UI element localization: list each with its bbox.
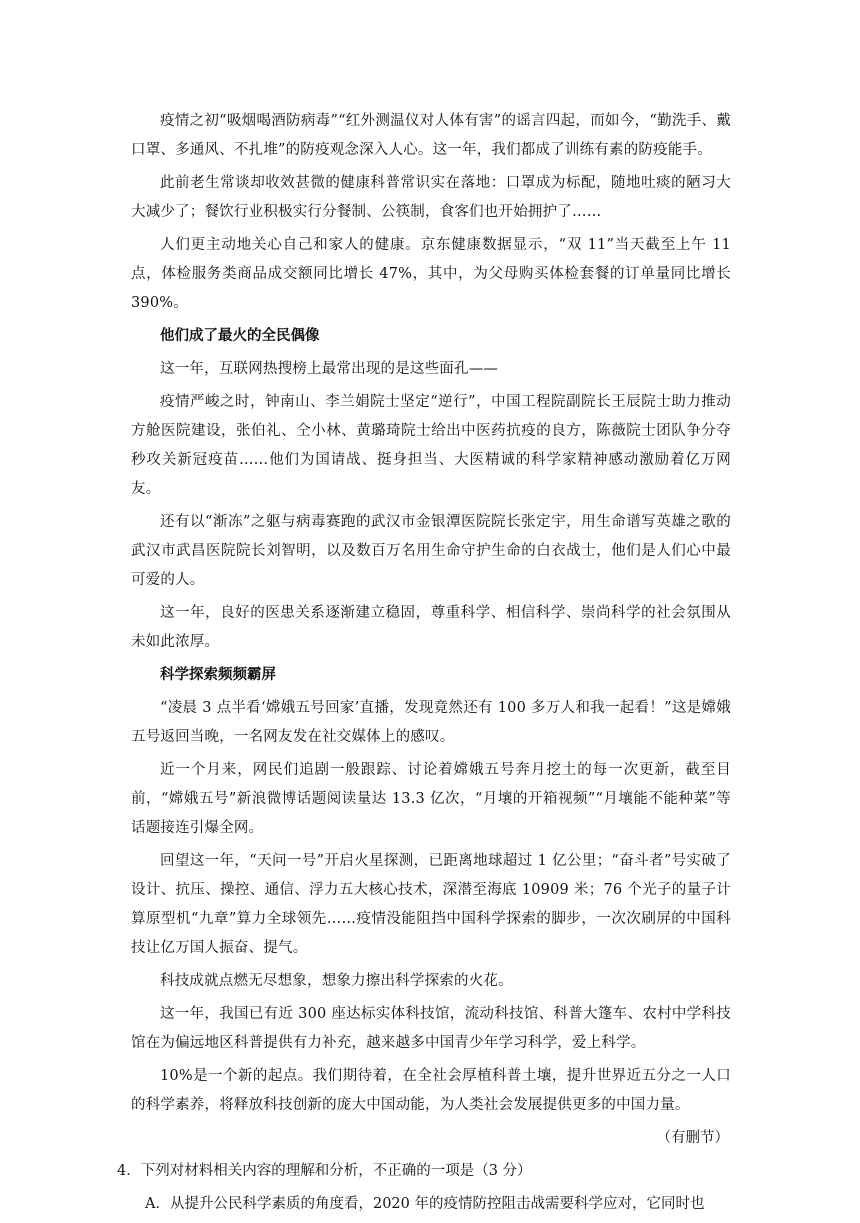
section-heading-idols: 他们成了最火的全民偶像 xyxy=(160,328,320,344)
question-stem: 4．下列对材料相关内容的理解和分析，不正确的一项是（3 分） xyxy=(117,1163,532,1179)
source-note: （有删节） xyxy=(656,1130,729,1146)
question-option-a: A．从提升公民科学素质的角度看，2020 年的疫情防控阻击战需要科学应对，它同时也 xyxy=(145,1196,705,1212)
paragraph-year-review: 回望这一年，“天问一号”开启火星探测，已距离地球超过 1 亿公里；“奋斗者”号实破了设计、抗压、操控、通信、浮力五大核心技术，深潜至海底 10909 米；76 个光子的量子计算原型机“九章”算力全球领先……疫情没能阻挡中国科学探索的脚步，一次次刷屏的中国科技让亿万国人振奋、提气。 xyxy=(131,853,731,956)
paragraph-new-starting-point: 10%是一个新的起点。我们期待着，在全社会厚植科普土壤，提升世界近五分之一人口的科学素养，将释放科技创新的庞大中国动能，为人类社会发展提供更多的中国力量。 xyxy=(131,1068,731,1113)
paragraph-health-data: 人们更主动地关心自己和家人的健康。京东健康数据显示，“双 11”当天截至上午 11 点，体检服务类商品成交额同比增长 47%，其中，为父母购买体检套餐的订单量同比增长 390%。 xyxy=(131,237,731,311)
paragraph-rumors: 疫情之初“吸烟喝酒防病毒”“红外测温仪对人体有害”的谣言四起，而如今，“勤洗手、戴口罩、多通风、不扎堆”的防疫观念深入人心。这一年，我们都成了训练有素的防疫能手。 xyxy=(131,113,731,158)
paragraph-academicians: 疫情严峻之时，钟南山、李兰娟院士坚定“逆行”，中国工程院副院长王辰院士助力推动方舱医院建设，张伯礼、仝小林、黄璐琦院士给出中医药抗疫的良方，陈薇院士团队争分夺秒攻关新冠疫苗……他们为国请战、挺身担当、大医精诚的科学家精神感动激励着亿万网友。 xyxy=(131,394,731,497)
paragraph-health-common-sense: 此前老生常谈却收效甚微的健康科普常识实在落地：口罩成为标配，随地吐痰的陋习大大减少了；餐饮行业积极实行分餐制、公筷制，食客们也开始拥护了…… xyxy=(131,175,731,220)
paragraph-imagination: 科技成就点燃无尽想象，想象力擦出科学探索的火花。 xyxy=(160,973,513,989)
paragraph-change5-livestream: “凌晨 3 点半看‘嫦娥五号回家’直播，发现竟然还有 100 多万人和我一起看！”这是嫦娥五号返回当晚，一名网友发在社交媒体上的感叹。 xyxy=(131,700,731,745)
paragraph-science-museums: 这一年，我国已有近 300 座达标实体科技馆，流动科技馆、科普大篷车、农村中学科技馆在为偏远地区科普提供有力补充，越来越多中国青少年学习科学，爱上科学。 xyxy=(131,1006,731,1051)
document-page xyxy=(117,107,731,1223)
paragraph-hot-search: 这一年，互联网热搜榜上最常出现的是这些面孔—— xyxy=(160,361,499,377)
section-heading-science: 科学探索频频霸屏 xyxy=(160,667,276,683)
paragraph-medical-heroes: 还有以“渐冻”之躯与病毒赛跑的武汉市金银潭医院院长张定宇，用生命谱写英雄之歌的武汉市武昌医院院长刘智明，以及数百万名用生命守护生命的白衣战士，他们是人们心中最可爱的人。 xyxy=(131,514,731,588)
paragraph-doctor-patient: 这一年，良好的医患关系逐渐建立稳固，尊重科学、相信科学、崇尚科学的社会氛围从未如此浓厚。 xyxy=(131,605,731,650)
paragraph-weibo-topics: 近一个月来，网民们追剧一般跟踪、讨论着嫦娥五号奔月挖土的每一次更新，截至目前，“嫦娥五号”新浪微博话题阅读量达 13.3 亿次，“月壤的开箱视频”“月壤能不能种菜”等话题接连引爆全网。 xyxy=(131,762,731,836)
